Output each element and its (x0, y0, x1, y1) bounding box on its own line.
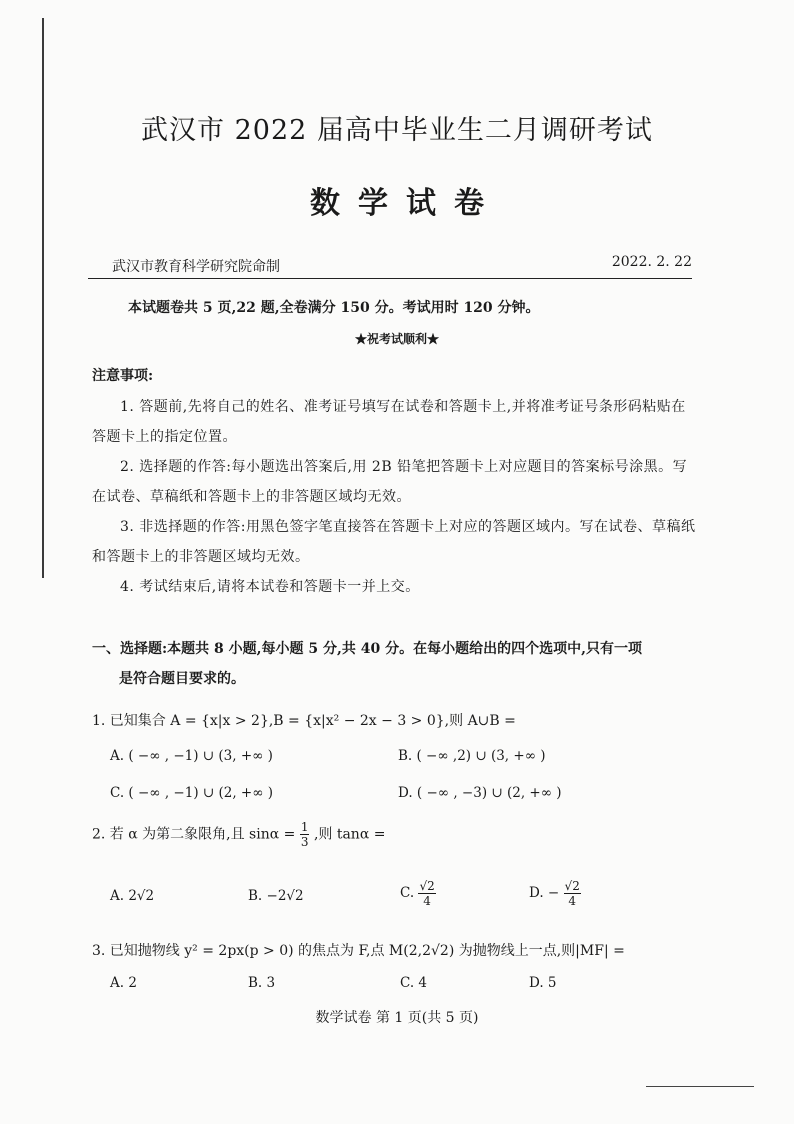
q2-option-c-fraction (418, 880, 435, 907)
binding-margin-line (42, 18, 44, 578)
question-2-stem (92, 821, 385, 848)
q2-stem-pre: 2. 若 α 为第二象限角,且 sinα = (92, 826, 296, 843)
q2-option-d-fraction (564, 880, 581, 907)
question-3-stem: 3. 已知抛物线 y² = 2px(p > 0) 的焦点为 F,点 M(2,2√2) 为抛物线上一点,则|MF| = (92, 943, 625, 959)
notice-item: 1. 答题前,先将自己的姓名、准考证号填写在试卷和答题卡上,并将准考证号条形码粘贴在答题卡上的指定位置。 (92, 399, 686, 445)
q2-option-d-den: 4 (568, 894, 576, 908)
q2-option-d-num: √2 (564, 879, 580, 893)
q2-option-c-label: C. (400, 885, 415, 901)
q2-fraction (300, 821, 310, 848)
notice-list (92, 392, 698, 602)
q2-fraction-den: 3 (300, 835, 309, 849)
header-divider (88, 278, 692, 279)
question-1-stem: 1. 已知集合 A = {x|x > 2},B = {x|x² − 2x − 3 > 0},则 A∪B = (92, 713, 516, 729)
q2-option-d-label: D. − (529, 885, 560, 901)
exam-date: 2022. 2. 22 (611, 254, 692, 270)
notice-heading: 注意事项: (92, 368, 154, 384)
q1-option-c: C. ( −∞ , −1) ∪ (2, +∞ ) (110, 785, 274, 801)
section-heading-line2: 是符合题目要求的。 (119, 671, 245, 687)
q2-option-c-den: 4 (423, 894, 431, 908)
good-luck-banner: ★祝考试顺利★ (354, 332, 439, 346)
section-heading-line1: 一、选择题:本题共 8 小题,每小题 5 分,共 40 分。在每小题给出的四个选项中,只有一项 (92, 641, 642, 657)
q1-option-d: D. ( −∞ , −3) ∪ (2, +∞ ) (398, 785, 562, 801)
q2-option-c-num: √2 (419, 879, 435, 893)
exam-intro: 本试题卷共 5 页,22 题,全卷满分 150 分。考试用时 120 分钟。 (128, 300, 540, 316)
q2-stem-post: ,则 tanα = (313, 826, 386, 843)
section-heading (92, 634, 698, 694)
notice-item: 3. 非选择题的作答:用黑色签字笔直接答在答题卡上对应的答题区域内。写在试卷、草稿纸和答题卡上的非答题区域均无效。 (92, 519, 696, 565)
q2-option-b: B. −2√2 (248, 888, 304, 904)
q1-option-a: A. ( −∞ , −1) ∪ (3, +∞ ) (110, 748, 273, 764)
subject-title: 数学试卷 (310, 186, 502, 221)
q2-option-c (400, 880, 436, 907)
q3-option-d: D. 5 (529, 975, 557, 991)
q3-option-b: B. 3 (248, 975, 276, 991)
q2-option-d (529, 880, 581, 907)
q1-option-b: B. ( −∞ ,2) ∪ (3, +∞ ) (398, 748, 546, 764)
issuer-text: 武汉市教育科学研究院命制 (112, 259, 280, 275)
exam-title: 武汉市 2022 届高中毕业生二月调研考试 (141, 115, 653, 146)
q3-option-a: A. 2 (110, 975, 137, 991)
page-footer: 数学试卷 第 1 页(共 5 页) (315, 1010, 479, 1026)
notice-item: 2. 选择题的作答:每小题选出答案后,用 2B 铅笔把答题卡上对应题目的答案标号涂黑。写在试卷、草稿纸和答题卡上的非答题区域均无效。 (92, 459, 688, 505)
scan-edge-line (646, 1086, 754, 1087)
q3-option-c: C. 4 (400, 975, 428, 991)
notice-item: 4. 考试结束后,请将本试卷和答题卡一并上交。 (120, 579, 420, 595)
q2-fraction-num: 1 (300, 820, 309, 834)
q2-option-a: A. 2√2 (110, 888, 155, 904)
